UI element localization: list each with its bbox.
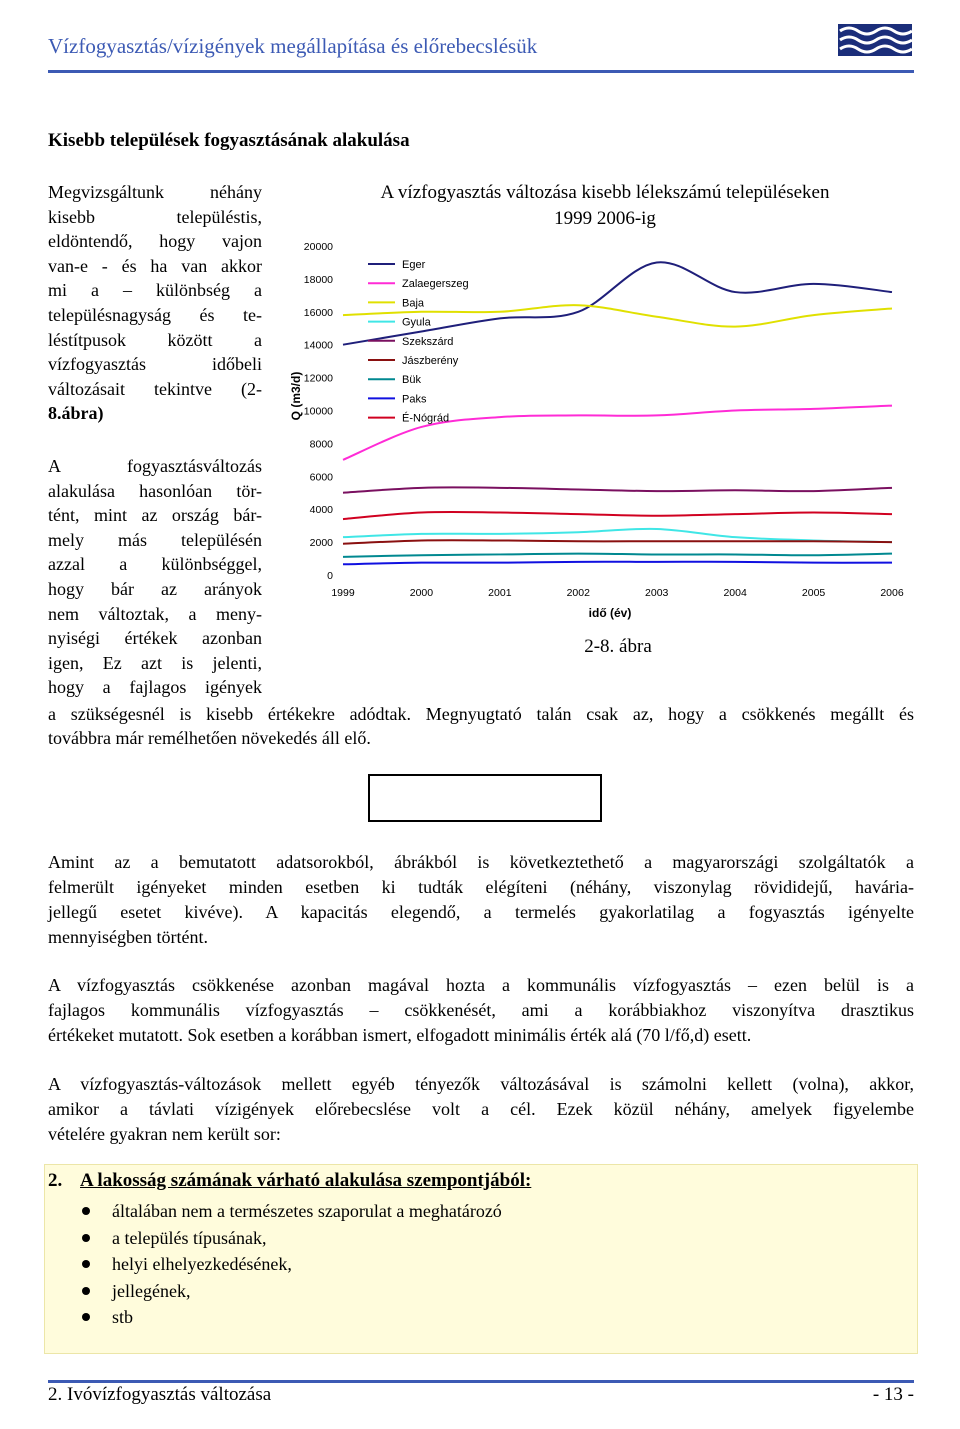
header-rule bbox=[48, 70, 914, 73]
x-tick-label: 1999 bbox=[331, 587, 355, 599]
text-line: nem változtak, a meny- bbox=[48, 603, 262, 624]
paragraph-capacity bbox=[48, 850, 914, 950]
series-line bbox=[343, 512, 892, 519]
text-line: amikor a távlati vízigények előrebecslése volt a cél. Ezek közül néhány, amelyek figyelembe bbox=[48, 1099, 914, 1119]
series-line bbox=[343, 554, 892, 557]
legend-label: Bük bbox=[402, 374, 421, 387]
x-tick-label: 2003 bbox=[645, 587, 669, 599]
text-line: hogy bár az arányok bbox=[48, 578, 262, 599]
legend-label: Eger bbox=[402, 259, 426, 271]
x-tick-label: 2006 bbox=[880, 587, 904, 599]
intro-paragraph bbox=[48, 180, 262, 426]
factor-title bbox=[48, 1170, 531, 1192]
legend-label: Jászberény bbox=[402, 355, 459, 367]
series-line bbox=[343, 540, 892, 544]
text-line: tént, mint az ország bár- bbox=[48, 505, 262, 526]
list-item: stb bbox=[80, 1304, 502, 1331]
list-item: a település típusának, bbox=[80, 1225, 502, 1252]
text-line: A fogyasztásváltozás bbox=[48, 456, 262, 476]
text-line: településnagyság és te- bbox=[48, 304, 262, 325]
legend-label: Paks bbox=[402, 393, 427, 406]
flowchart-box bbox=[368, 774, 602, 822]
header-title: Vízfogyasztás/vízigények megállapítása és előrebecslésük bbox=[48, 34, 538, 58]
text-line: továbbra már remélhetően növekedés áll elő. bbox=[48, 728, 371, 748]
legend-label: Baja bbox=[402, 297, 425, 310]
series-line bbox=[343, 562, 892, 565]
y-axis-label: Q (m3/d) bbox=[289, 371, 303, 421]
y-tick-label: 6000 bbox=[309, 471, 333, 484]
chart-title-line2: 1999 2006-ig bbox=[554, 208, 656, 229]
y-tick-label: 4000 bbox=[309, 504, 333, 517]
bullet-icon bbox=[82, 1234, 90, 1242]
text-line: vételére gyakran nem került sor: bbox=[48, 1124, 281, 1144]
figure-ref: ábra bbox=[61, 403, 98, 424]
series-line bbox=[343, 487, 892, 492]
consumption-line-chart bbox=[270, 176, 910, 676]
y-tick-label: 12000 bbox=[303, 372, 333, 385]
x-tick-label: 2001 bbox=[488, 587, 512, 599]
legend-label: Gyula bbox=[402, 316, 431, 329]
factor-heading: A lakosság számának várható alakulása szempontjából: bbox=[80, 1170, 532, 1191]
text-line: alakulása hasonlóan tör- bbox=[48, 480, 262, 501]
y-tick-label: 16000 bbox=[303, 306, 333, 319]
text-line: értékeket mutatott. Sok esetben a korábban ismert, elfogadott minimális érték alá (70 l/fő,d) esett. bbox=[48, 1025, 752, 1045]
text-line: léstítpusok között a bbox=[48, 329, 262, 350]
text-line: A vízfogyasztás csökkenése azonban magával hozta a kommunális vízfogyasztás – ezen belül is a bbox=[48, 975, 914, 995]
x-tick-label: 2002 bbox=[566, 587, 590, 599]
text-line: igen, Ez azt is jelenti, bbox=[48, 652, 262, 673]
y-tick-label: 20000 bbox=[303, 241, 333, 253]
bullet-icon bbox=[82, 1207, 90, 1215]
text-line: mennyiségben történt. bbox=[48, 927, 208, 947]
text-line: fajlagos kommunális vízfogyasztás – csökkenését, ami a korábbiakhoz viszonyítva drasztikus bbox=[48, 1000, 914, 1020]
text-line: azzal a különbséggel, bbox=[48, 554, 262, 575]
legend-label: Szekszárd bbox=[402, 335, 454, 348]
text-line: A vízfogyasztás-változások mellett egyéb tényezők változásával is számolni kellett (volna), akkor, bbox=[48, 1074, 914, 1094]
text-line: felmerült igényeket minden esetben ki tudták elégíteni (néhány, viszonylag rövididejű, havária- bbox=[48, 877, 914, 897]
paragraph-communal bbox=[48, 973, 914, 1048]
chart-title-line1: A vízfogyasztás változása kisebb lélekszámú településeken bbox=[380, 182, 830, 203]
text-line: mi a – különbség a bbox=[48, 280, 262, 301]
y-tick-label: 14000 bbox=[303, 339, 333, 352]
text-line: van-e - és ha van akkor bbox=[48, 255, 262, 276]
y-tick-label: 18000 bbox=[303, 273, 333, 286]
text-line: változásait tekintve (2- bbox=[48, 378, 262, 399]
text-line: hogy a fajlagos igények bbox=[48, 677, 262, 698]
text-line: Amint az a bemutatott adatsorokból, ábrákból is következtethető a magyarországi szolgáltatók a bbox=[48, 852, 914, 872]
y-tick-label: 2000 bbox=[309, 537, 333, 550]
list-item: helyi elhelyezkedésének, bbox=[80, 1251, 502, 1278]
footer-rule bbox=[48, 1380, 914, 1383]
text-line: vízfogyasztás időbeli bbox=[48, 354, 262, 375]
figure-caption: 2-8. ábra bbox=[584, 636, 652, 657]
text-line: mely más településén bbox=[48, 529, 262, 550]
x-axis-label: idő (év) bbox=[588, 606, 632, 620]
x-tick-label: 2000 bbox=[409, 587, 434, 599]
y-tick-label: 0 bbox=[327, 570, 333, 582]
page-number: - 13 - bbox=[872, 1384, 914, 1405]
y-tick-label: 8000 bbox=[309, 438, 333, 451]
list-item: jellegének, bbox=[80, 1278, 502, 1305]
text-line-figure-ref: 8.ábra) bbox=[48, 403, 104, 424]
bullet-icon bbox=[82, 1313, 90, 1321]
legend-label: Zalaegerszeg bbox=[402, 278, 469, 291]
x-tick-label: 2004 bbox=[723, 587, 747, 599]
list-item: általában nem a természetes szaporulat a meghatározó bbox=[80, 1198, 502, 1225]
y-tick-label: 10000 bbox=[303, 405, 333, 418]
text-line: jellegű esetet kivéve). A kapacitás elegendő, a termelés gyakorlatilag a fogyasztás igényelte bbox=[48, 902, 914, 922]
factor-number: 2. bbox=[48, 1170, 63, 1191]
legend-label: É-Nógrád bbox=[402, 412, 450, 425]
x-tick-label: 2005 bbox=[801, 587, 826, 599]
footer-chapter: 2. Ivóvízfogyasztás változása bbox=[48, 1384, 272, 1405]
bullet-icon bbox=[82, 1287, 90, 1295]
text-line: a szükségesnél is kisebb értékekre adódtak. Megnyugtató talán csak az, hogy a csökkenés megállt és bbox=[48, 704, 914, 724]
text-line: nyiségi értékek azonban bbox=[48, 628, 262, 649]
section-heading: Kisebb települések fogyasztásának alakulása bbox=[48, 130, 410, 151]
wave-logo-icon bbox=[838, 24, 912, 56]
text-line: eldöntendő, hogy vajon bbox=[48, 231, 262, 252]
paragraph-factors bbox=[48, 1072, 914, 1147]
text-line: Megvizsgáltunk néhány bbox=[48, 182, 262, 202]
continuation-paragraph bbox=[48, 702, 914, 750]
series-line bbox=[343, 262, 892, 345]
change-paragraph bbox=[48, 454, 262, 700]
factor-list bbox=[80, 1198, 502, 1331]
text-line: kisebb településtis, bbox=[48, 206, 262, 227]
bullet-icon bbox=[82, 1260, 90, 1268]
